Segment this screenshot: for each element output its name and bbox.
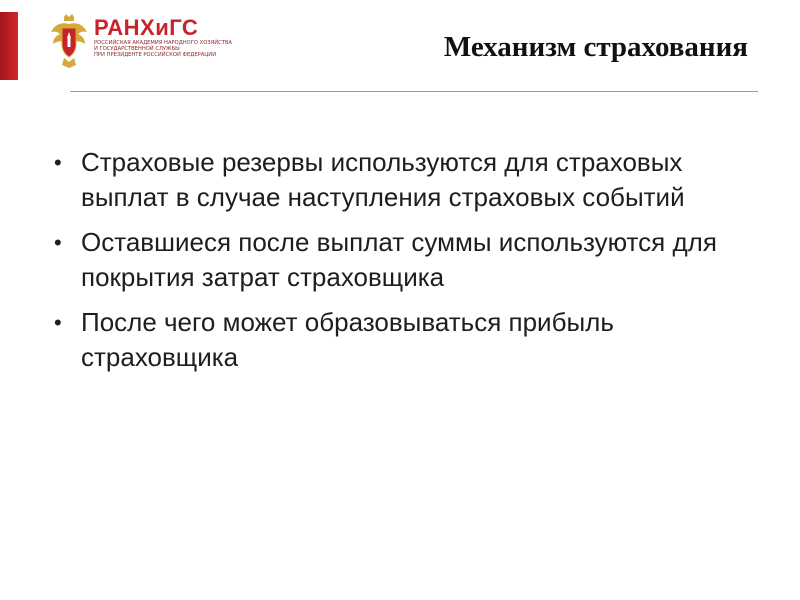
logo-name: РАНХиГС [94,15,199,40]
bullet-dot-icon: • [54,150,62,175]
logo-text-block [94,15,232,59]
bullet-item [54,305,754,375]
bullet-text: Оставшиеся после выплат суммы используются для покрытия затрат страховщика [81,227,717,292]
bullet-list [54,145,754,385]
slide-title: Механизм страхования [443,31,748,63]
accent-bar [0,12,18,80]
bullet-dot-icon: • [54,230,62,255]
eagle-emblem-icon [50,14,88,68]
institution-logo [50,14,232,76]
logo-line-1: РОССИЙСКАЯ АКАДЕМИЯ НАРОДНОГО ХОЗЯЙСТВА [94,40,232,46]
logo-line-3: ПРИ ПРЕЗИДЕНТЕ РОССИЙСКОЙ ФЕДЕРАЦИИ [94,52,217,59]
bullet-item [54,145,754,215]
bullet-dot-icon: • [54,310,62,335]
title-divider [70,91,758,92]
bullet-text: После чего может образовываться прибыль страховщика [81,307,614,372]
bullet-text: Страховые резервы используются для страховых выплат в случае наступления страховых событий [81,147,685,212]
logo-line-2: И ГОСУДАРСТВЕННОЙ СЛУЖБЫ [94,46,180,53]
bullet-item [54,225,754,295]
